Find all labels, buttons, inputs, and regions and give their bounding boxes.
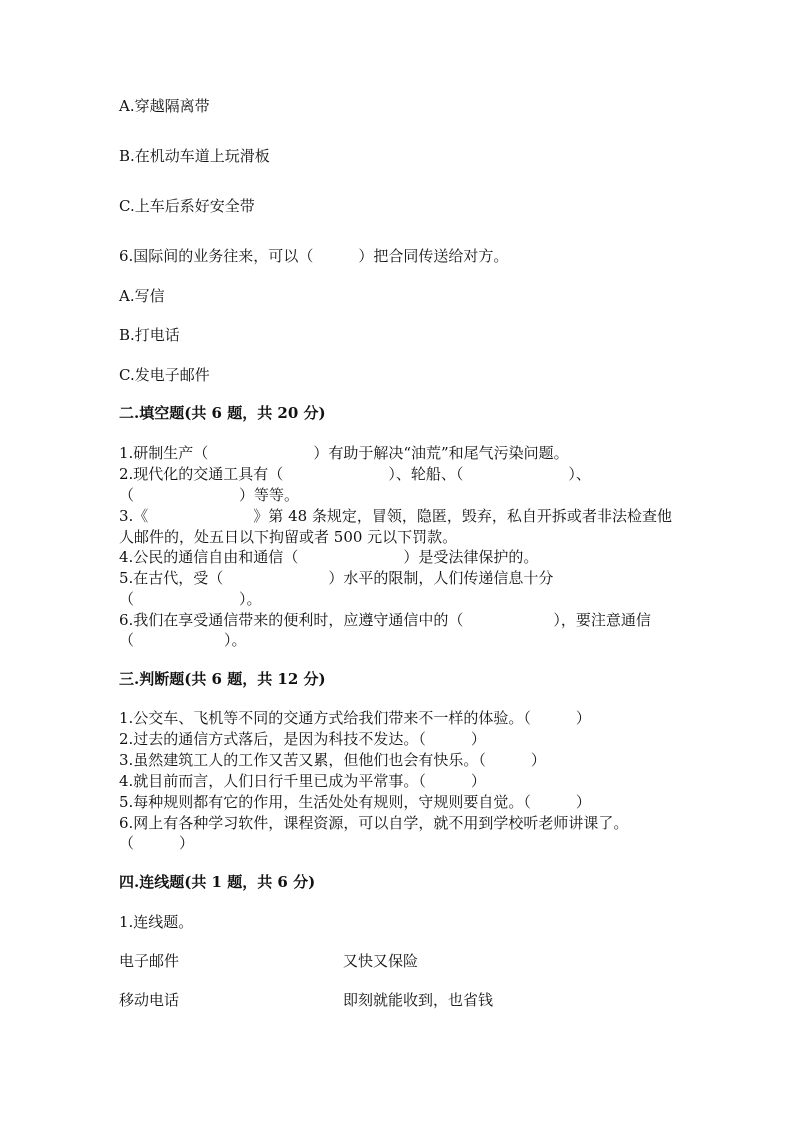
section2-line: 5.在古代，受（ ）水平的限制，人们传递信息十分	[119, 569, 554, 587]
section2-line: 2.现代化的交通工具有（ ）、轮船、（ ）、	[119, 465, 591, 483]
section3-line: 3.虽然建筑工人的工作又苦又累，但他们也会有快乐。（ ）	[119, 751, 546, 769]
q6-stem: 6.国际间的业务往来，可以（ ）把合同传送给对方。	[119, 247, 509, 265]
section3-line: 5.每种规则都有它的作用，生活处处有规则，守规则要自觉。（ ）	[119, 793, 591, 811]
section3-line: （ ）	[119, 834, 195, 852]
section4-question: 1.连线题。	[119, 913, 194, 931]
section2-line: （ ）等等。	[119, 486, 300, 504]
section2-line: 3.《 》第 48 条规定，冒领，隐匿，毁弃，私自开拆或者非法检查他	[119, 507, 672, 525]
section2-line: 人邮件的，处五日以下拘留或者 500 元以下罚款。	[119, 528, 458, 546]
q5-option-b: B.在机动车道上玩滑板	[119, 147, 270, 165]
section2-line: 4.公民的通信自由和通信（ ）是受法律保护的。	[119, 548, 539, 566]
match-right-item: 即刻就能收到，也省钱	[343, 991, 494, 1009]
section2-line: （ ）。	[119, 631, 247, 649]
section3-line: 1.公交车、飞机等不同的交通方式给我们带来不一样的体验。（ ）	[119, 709, 591, 727]
section2-line: 1.研制生产（ ）有助于解决“油荒”和尾气污染问题。	[119, 444, 569, 462]
q5-option-c: C.上车后系好安全带	[119, 197, 255, 215]
section3-line: 6.网上有各种学习软件，课程资源，可以自学，就不用到学校听老师讲课了。	[119, 814, 629, 832]
q6-option-b: B.打电话	[119, 326, 180, 344]
section4-heading: 四.连线题(共 1 题，共 6 分)	[119, 873, 316, 891]
q6-option-c: C.发电子邮件	[119, 366, 210, 384]
section3-line: 4.就目前而言，人们日行千里已成为平常事。（ ）	[119, 772, 486, 790]
section3-line: 2.过去的通信方式落后，是因为科技不发达。（ ）	[119, 730, 486, 748]
q6-option-a: A.写信	[119, 287, 165, 305]
section2-line: （ ）。	[119, 590, 262, 608]
section2-line: 6.我们在享受通信带来的便利时，应遵守通信中的（ ），要注意通信	[119, 611, 651, 629]
q5-option-a: A.穿越隔离带	[119, 97, 210, 115]
match-right-item: 又快又保险	[343, 952, 419, 970]
match-left-item: 移动电话	[119, 991, 180, 1009]
section2-heading: 二.填空题(共 6 题，共 20 分)	[119, 404, 326, 422]
match-left-item: 电子邮件	[119, 952, 180, 970]
section3-heading: 三.判断题(共 6 题，共 12 分)	[119, 670, 326, 688]
